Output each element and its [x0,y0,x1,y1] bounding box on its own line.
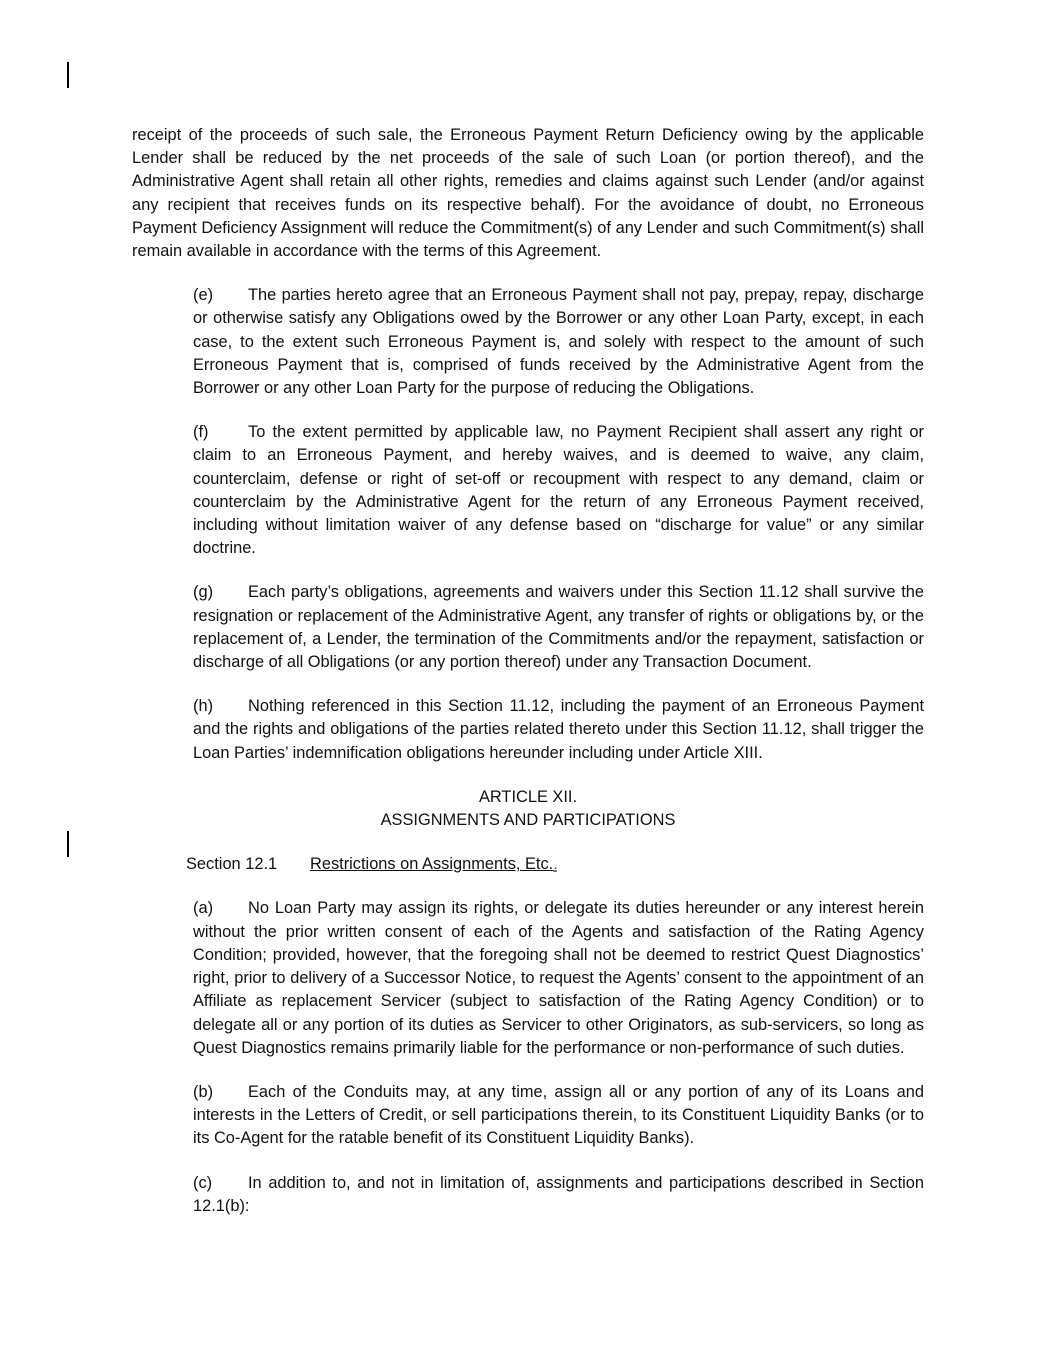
paragraph-f-marker: (f) [193,423,209,442]
article-heading [132,786,924,832]
revision-change-bar-section [67,831,69,857]
section-heading [186,853,924,876]
paragraph-g-marker: (g) [193,583,214,602]
paragraph-b [132,1081,924,1151]
paragraph-c [132,1172,924,1218]
section-title: Restrictions on Assignments, Etc. [310,855,554,874]
paragraph-h-marker: (h) [193,697,214,716]
paragraph-b-text: Each of the Conduits may, at any time, assign all or any portion of any of its Loans and interests in the Letters of Credit, or sell participations therein, to its Constituent Liquidity Banks (or to its Co-Agent for the ratable benefit of its Constituent Liquidity Banks). [193,1082,924,1148]
paragraph-g [132,581,924,674]
article-number: ARTICLE XII. [478,787,578,806]
paragraph-h [132,695,924,765]
paragraph-c-marker: (c) [193,1173,213,1192]
article-title: ASSIGNMENTS AND PARTICIPATIONS [380,811,676,830]
paragraph-f-text: To the extent permitted by applicable law, no Payment Recipient shall assert any right or claim to an Erroneous Payment, and hereby waives, and is deemed to waive, any claim, counterclaim, defense or right of set-off or recoupment with respect to any demand, claim or counterclaim by the Administrative Agent for the return of any Erroneous Payment received, including without limitation waiver of any defense based on “discharge for value” or any similar doctrine. [193,423,924,558]
paragraph-e-text: The parties hereto agree that an Erroneous Payment shall not pay, prepay, repay, discharge or otherwise satisfy any Obligations owed by the Borrower or any other Loan Party, except, in each case, to the extent such Erroneous Payment is, and solely with respect to the amount of such Erroneous Payment that is, comprised of funds received by the Administrative Agent from the Borrower or any other Loan Party for the purpose of reducing the Obligations. [193,286,924,398]
section-title-trailing-mark: . [553,855,558,874]
paragraph-g-text: Each party’s obligations, agreements and waivers under this Section 11.12 shall survive the resignation or replacement of the Administrative Agent, any transfer of rights or obligations by, or the replacement of, a Lender, the termination of the Commitments and/or the repayment, satisfaction or discharge of all Obligations (or any portion thereof) under any Transaction Document. [193,583,924,672]
revision-change-bar-top [67,62,69,88]
paragraph-h-text: Nothing referenced in this Section 11.12, including the payment of an Erroneous Payment and the rights and obligations of the parties related thereto under this Section 11.12, shall trigger the Loan Parties’ indemnification obligations hereunder including under Article XIII. [193,697,924,762]
section-number: Section 12.1 [186,855,278,874]
paragraph-a-text: No Loan Party may assign its rights, or delegate its duties hereunder or any interest herein without the prior written consent of each of the Agents and satisfaction of the Rating Agency Condition; provided, however, that the foregoing shall not be deemed to restrict Quest Diagnostics’ right, prior to delivery of a Successor Notice, to request the Agents’ consent to the appointment of an Affiliate as replacement Servicer (subject to satisfaction of the Rating Agency Condition) or to delegate all or any portion of its duties as Servicer to other Originators, as sub-servicers, so long as Quest Diagnostics remains primarily liable for the performance or non-performance of such duties. [193,899,924,1057]
paragraph-a-marker: (a) [193,899,214,918]
document-page [132,124,924,1239]
paragraph-e-marker: (e) [193,286,214,305]
paragraph-b-marker: (b) [193,1082,214,1101]
paragraph-a [132,897,924,1059]
continuation-paragraph: receipt of the proceeds of such sale, the Erroneous Payment Return Deficiency owing by the applicable Lender shall be reduced by the net proceeds of the sale of such Loan (or portion thereof), and the Administrative Agent shall retain all other rights, remedies and claims against such Lender (and/or against any recipient that receives funds on its respective behalf). For the avoidance of doubt, no Erroneous Payment Deficiency Assignment will reduce the Commitment(s) of any Lender and such Commitment(s) shall remain available in accordance with the terms of this Agreement. [132,126,924,261]
paragraph-e [132,284,924,400]
paragraph-c-text: In addition to, and not in limitation of, assignments and participations described in Section 12.1(b): [193,1173,924,1215]
paragraph-f [132,421,924,560]
